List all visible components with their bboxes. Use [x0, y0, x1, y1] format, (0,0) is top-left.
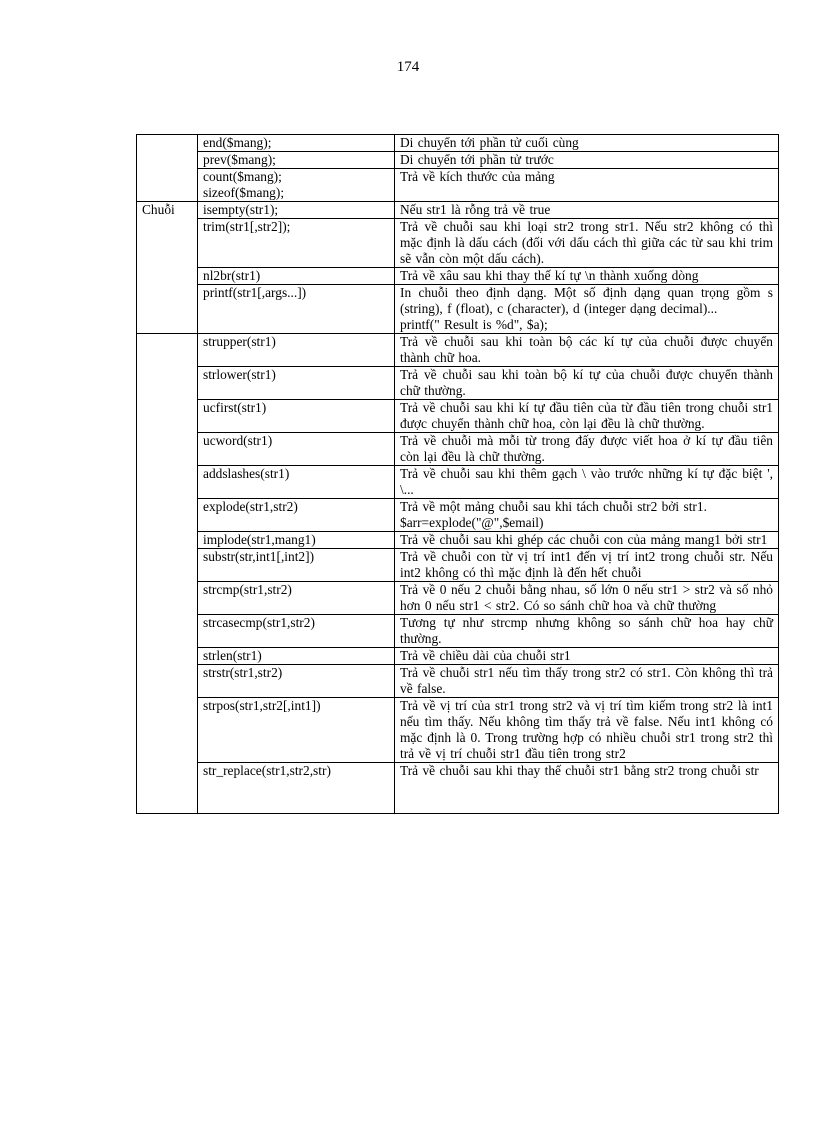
- table-row: [137, 763, 779, 814]
- description-cell: [395, 367, 779, 400]
- description-text: Trả về xâu sau khi thay thế kí tự \n thành xuống dòng: [400, 268, 699, 283]
- description-text: In chuỗi theo định dạng. Một số định dạng quan trọng gồm s (string), f (float), c (character), d (integer dạng decimal)...: [400, 285, 773, 316]
- description-cell: [395, 615, 779, 648]
- table-row: [137, 648, 779, 665]
- function-cell: [198, 334, 395, 367]
- function-cell: [198, 219, 395, 268]
- function-signature: ucfirst(str1): [203, 400, 267, 415]
- description-cell: [395, 268, 779, 285]
- description-text: Trả về chuỗi sau khi kí tự đầu tiên của từ đầu tiên trong chuỗi str1 được chuyển thành chữ hoa, còn lại đều là chữ thường.: [400, 400, 773, 431]
- description-text: Nếu str1 là rỗng trả về true: [400, 202, 551, 217]
- description-text: Trả về chiều dài của chuỗi str1: [400, 648, 571, 663]
- description-cell: [395, 763, 779, 814]
- description-cell: [395, 219, 779, 268]
- table-row: [137, 698, 779, 763]
- description-cell: [395, 532, 779, 549]
- function-cell: [198, 135, 395, 152]
- function-signature: strcmp(str1,str2): [203, 582, 292, 597]
- table-row: [137, 582, 779, 615]
- function-cell: [198, 615, 395, 648]
- category-cell: [137, 135, 198, 202]
- function-cell: [198, 433, 395, 466]
- table-row: [137, 400, 779, 433]
- function-cell: [198, 400, 395, 433]
- function-cell: [198, 532, 395, 549]
- table-row: [137, 169, 779, 202]
- description-text: Trả về chuỗi mà mỗi từ trong đấy được viết hoa ở kí tự đầu tiên còn lại đều là chữ thường.: [400, 433, 773, 464]
- category-cell: Chuỗi: [137, 202, 198, 334]
- function-signature: str_replace(str1,str2,str): [203, 763, 331, 778]
- table-row: [137, 532, 779, 549]
- description-cell: [395, 582, 779, 615]
- function-cell: [198, 285, 395, 334]
- function-cell: [198, 152, 395, 169]
- function-signature: strcasecmp(str1,str2): [203, 615, 315, 630]
- description-cell: [395, 549, 779, 582]
- function-cell: [198, 268, 395, 285]
- table-row: [137, 466, 779, 499]
- description-text: Trả về chuỗi sau khi thay thế chuỗi str1 bằng str2 trong chuỗi str: [400, 763, 759, 778]
- function-cell: [198, 582, 395, 615]
- description-text: Di chuyển tới phần tử cuối cùng: [400, 135, 579, 150]
- table-row: [137, 268, 779, 285]
- table-row: [137, 499, 779, 532]
- function-signature: printf(str1[,args...]): [203, 285, 307, 300]
- description-cell: [395, 285, 779, 334]
- function-signature: count($mang);: [203, 169, 282, 184]
- function-signature: implode(str1,mang1): [203, 532, 316, 547]
- function-cell: [198, 169, 395, 202]
- function-signature: addslashes(str1): [203, 466, 290, 481]
- description-text: printf(" Result is %d", $a);: [400, 317, 548, 332]
- table-row: [137, 665, 779, 698]
- description-text: Trả về chuỗi sau khi toàn bộ các kí tự của chuỗi được chuyển thành chữ hoa.: [400, 334, 773, 365]
- description-text: Trả về chuỗi sau khi loại str2 trong str1. Nếu str2 không có thì mặc định là dấu cách (đối với dấu cách thì giữa các từ sau khi trim sẽ vẫn còn một dấu cách).: [400, 219, 773, 266]
- table-row: [137, 334, 779, 367]
- function-signature: strupper(str1): [203, 334, 276, 349]
- description-text: Di chuyển tới phần tử trước: [400, 152, 554, 167]
- function-reference-table: [136, 134, 779, 814]
- category-cell: [137, 334, 198, 814]
- function-signature: strlower(str1): [203, 367, 276, 382]
- description-cell: [395, 202, 779, 219]
- table-body: [137, 135, 779, 814]
- description-cell: [395, 433, 779, 466]
- description-text: Trả về kích thước của mảng: [400, 169, 555, 184]
- description-text: $arr=explode("@",$email): [400, 515, 544, 530]
- function-cell: [198, 648, 395, 665]
- description-text: Trả về 0 nếu 2 chuỗi bằng nhau, số lớn 0 nếu str1 > str2 và số nhỏ hơn 0 nếu str1 < str2. Có so sánh chữ hoa và chữ thường: [400, 582, 773, 613]
- function-cell: [198, 466, 395, 499]
- function-cell: [198, 698, 395, 763]
- function-signature: ucword(str1): [203, 433, 273, 448]
- table-row: [137, 615, 779, 648]
- function-signature: isempty(str1);: [203, 202, 279, 217]
- description-cell: [395, 665, 779, 698]
- function-signature: strlen(str1): [203, 648, 262, 663]
- description-text: Trả về chuỗi con từ vị trí int1 đến vị trí int2 trong chuỗi str. Nếu int2 không có thì mặc định là đến hết chuỗi: [400, 549, 773, 580]
- table-row: [137, 285, 779, 334]
- page-number: 174: [396, 59, 420, 75]
- function-signature: sizeof($mang);: [203, 185, 285, 200]
- table-row: [137, 367, 779, 400]
- description-text: Trả về một mảng chuỗi sau khi tách chuỗi str2 bởi str1.: [400, 499, 707, 514]
- table-row: [137, 152, 779, 169]
- function-signature: trim(str1[,str2]);: [203, 219, 291, 234]
- description-cell: [395, 499, 779, 532]
- function-signature: strpos(str1,str2[,int1]): [203, 698, 321, 713]
- table-row: [137, 135, 779, 152]
- description-cell: [395, 648, 779, 665]
- description-cell: [395, 466, 779, 499]
- function-cell: [198, 202, 395, 219]
- function-cell: [198, 549, 395, 582]
- function-signature: end($mang);: [203, 135, 272, 150]
- description-cell: [395, 152, 779, 169]
- function-cell: [198, 763, 395, 814]
- function-signature: nl2br(str1): [203, 268, 261, 283]
- function-cell: [198, 367, 395, 400]
- description-text: Trả về vị trí của str1 trong str2 và vị trí tìm kiếm trong str2 là int1 nếu tìm thấy. Nếu không tìm thấy trả về false. Nếu int1 không có mặc định là 0. Trong trường hợp có nhiều chuỗi str1 trong str2 thì trả về vị trí chuỗi str1 đầu tiên trong str2: [400, 698, 773, 761]
- description-text: Tương tự như strcmp nhưng không so sánh chữ hoa hay chữ thường.: [400, 615, 773, 646]
- table-row: [137, 549, 779, 582]
- description-text: Trả về chuỗi sau khi thêm gạch \ vào trước những kí tự đặc biệt ', \...: [400, 466, 773, 497]
- function-signature: explode(str1,str2): [203, 499, 298, 514]
- table-row: [137, 202, 779, 219]
- description-text: Trả về chuỗi str1 nếu tìm thấy trong str2 có str1. Còn không thì trả về false.: [400, 665, 773, 696]
- function-signature: substr(str,int1[,int2]): [203, 549, 315, 564]
- description-cell: [395, 400, 779, 433]
- description-text: Trả về chuỗi sau khi ghép các chuỗi con của mảng mang1 bởi str1: [400, 532, 768, 547]
- table-row: [137, 433, 779, 466]
- description-cell: [395, 135, 779, 152]
- description-cell: [395, 698, 779, 763]
- function-signature: strstr(str1,str2): [203, 665, 283, 680]
- description-cell: [395, 334, 779, 367]
- table-row: [137, 219, 779, 268]
- description-text: Trả về chuỗi sau khi toàn bộ kí tự của chuỗi được chuyển thành chữ thường.: [400, 367, 773, 398]
- description-cell: [395, 169, 779, 202]
- function-cell: [198, 499, 395, 532]
- function-signature: prev($mang);: [203, 152, 276, 167]
- function-cell: [198, 665, 395, 698]
